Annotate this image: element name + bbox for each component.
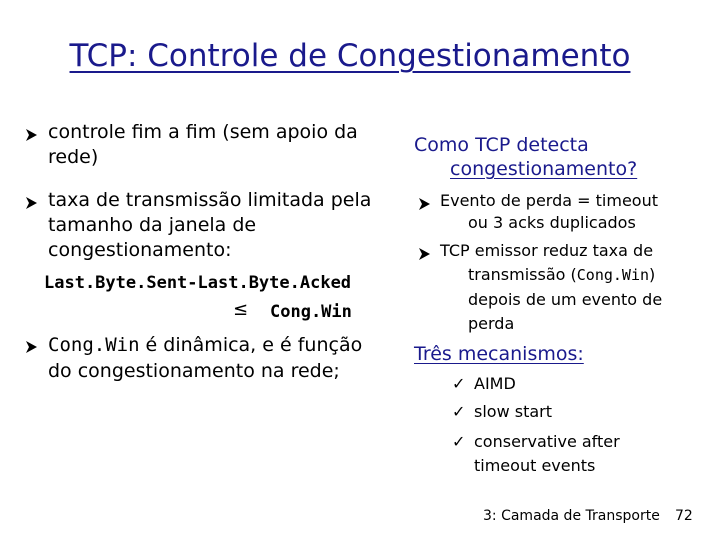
bullet-3-text: é dinâmica, e é função [139, 334, 363, 356]
bullet-1-line-2: rede) [48, 146, 99, 168]
right-bullet-2-line-3: depois de um evento de [468, 290, 663, 309]
congwin-code: Cong.Win [48, 334, 140, 356]
arrow-bullet-icon [24, 196, 38, 210]
footer-page-number: 72 [675, 508, 693, 524]
bullet-2-line-3: congestionamento: [48, 239, 232, 261]
mechanism-3-line-1: conservative after [474, 432, 620, 451]
arrow-bullet-icon [417, 197, 431, 211]
arrow-bullet-icon [24, 340, 38, 354]
right-bullet-2-line-1: TCP emissor reduz taxa de [440, 241, 654, 260]
mechanism-2: slow start [474, 402, 553, 421]
congwin-code: Cong.Win [576, 266, 650, 284]
leq-symbol: ≤ [233, 299, 249, 320]
formula-line-1: Last.Byte.Sent-Last.Byte.Acked [44, 273, 352, 293]
formula-line-2: Cong.Win [270, 302, 352, 322]
mechanism-1: AIMD [474, 374, 516, 393]
check-icon: ✓ [452, 402, 466, 421]
check-icon: ✓ [452, 432, 466, 451]
close-paren: ) [649, 265, 656, 284]
slide-title: TCP: Controle de Congestionamento [69, 38, 631, 74]
arrow-bullet-icon [417, 247, 431, 261]
right-bullet-2-line-2 [468, 264, 655, 286]
bullet-3-line-1 [48, 333, 362, 358]
mechanisms-title: Três mecanismos: [414, 343, 584, 365]
bullet-3-line-2: do congestionamento na rede; [48, 360, 340, 382]
bullet-2-line-2: tamanho da janela de [48, 214, 257, 236]
footer-chapter: 3: Camada de Transporte [483, 508, 660, 524]
right-bullet-1-line-1: Evento de perda = timeout [440, 191, 658, 210]
transmission-text: transmissão ( [468, 265, 577, 284]
arrow-bullet-icon [24, 128, 38, 142]
right-bullet-2-line-4: perda [468, 314, 515, 333]
question-line-1: Como TCP detecta [414, 134, 589, 156]
right-bullet-1-line-2: ou 3 acks duplicados [468, 213, 636, 232]
check-icon: ✓ [452, 374, 466, 393]
question-line-2: congestionamento? [450, 158, 638, 180]
bullet-1-line-1: controle fim a fim (sem apoio da [48, 121, 358, 143]
bullet-2-line-1: taxa de transmissão limitada pela [48, 189, 372, 211]
mechanism-3-line-2: timeout events [474, 456, 596, 475]
